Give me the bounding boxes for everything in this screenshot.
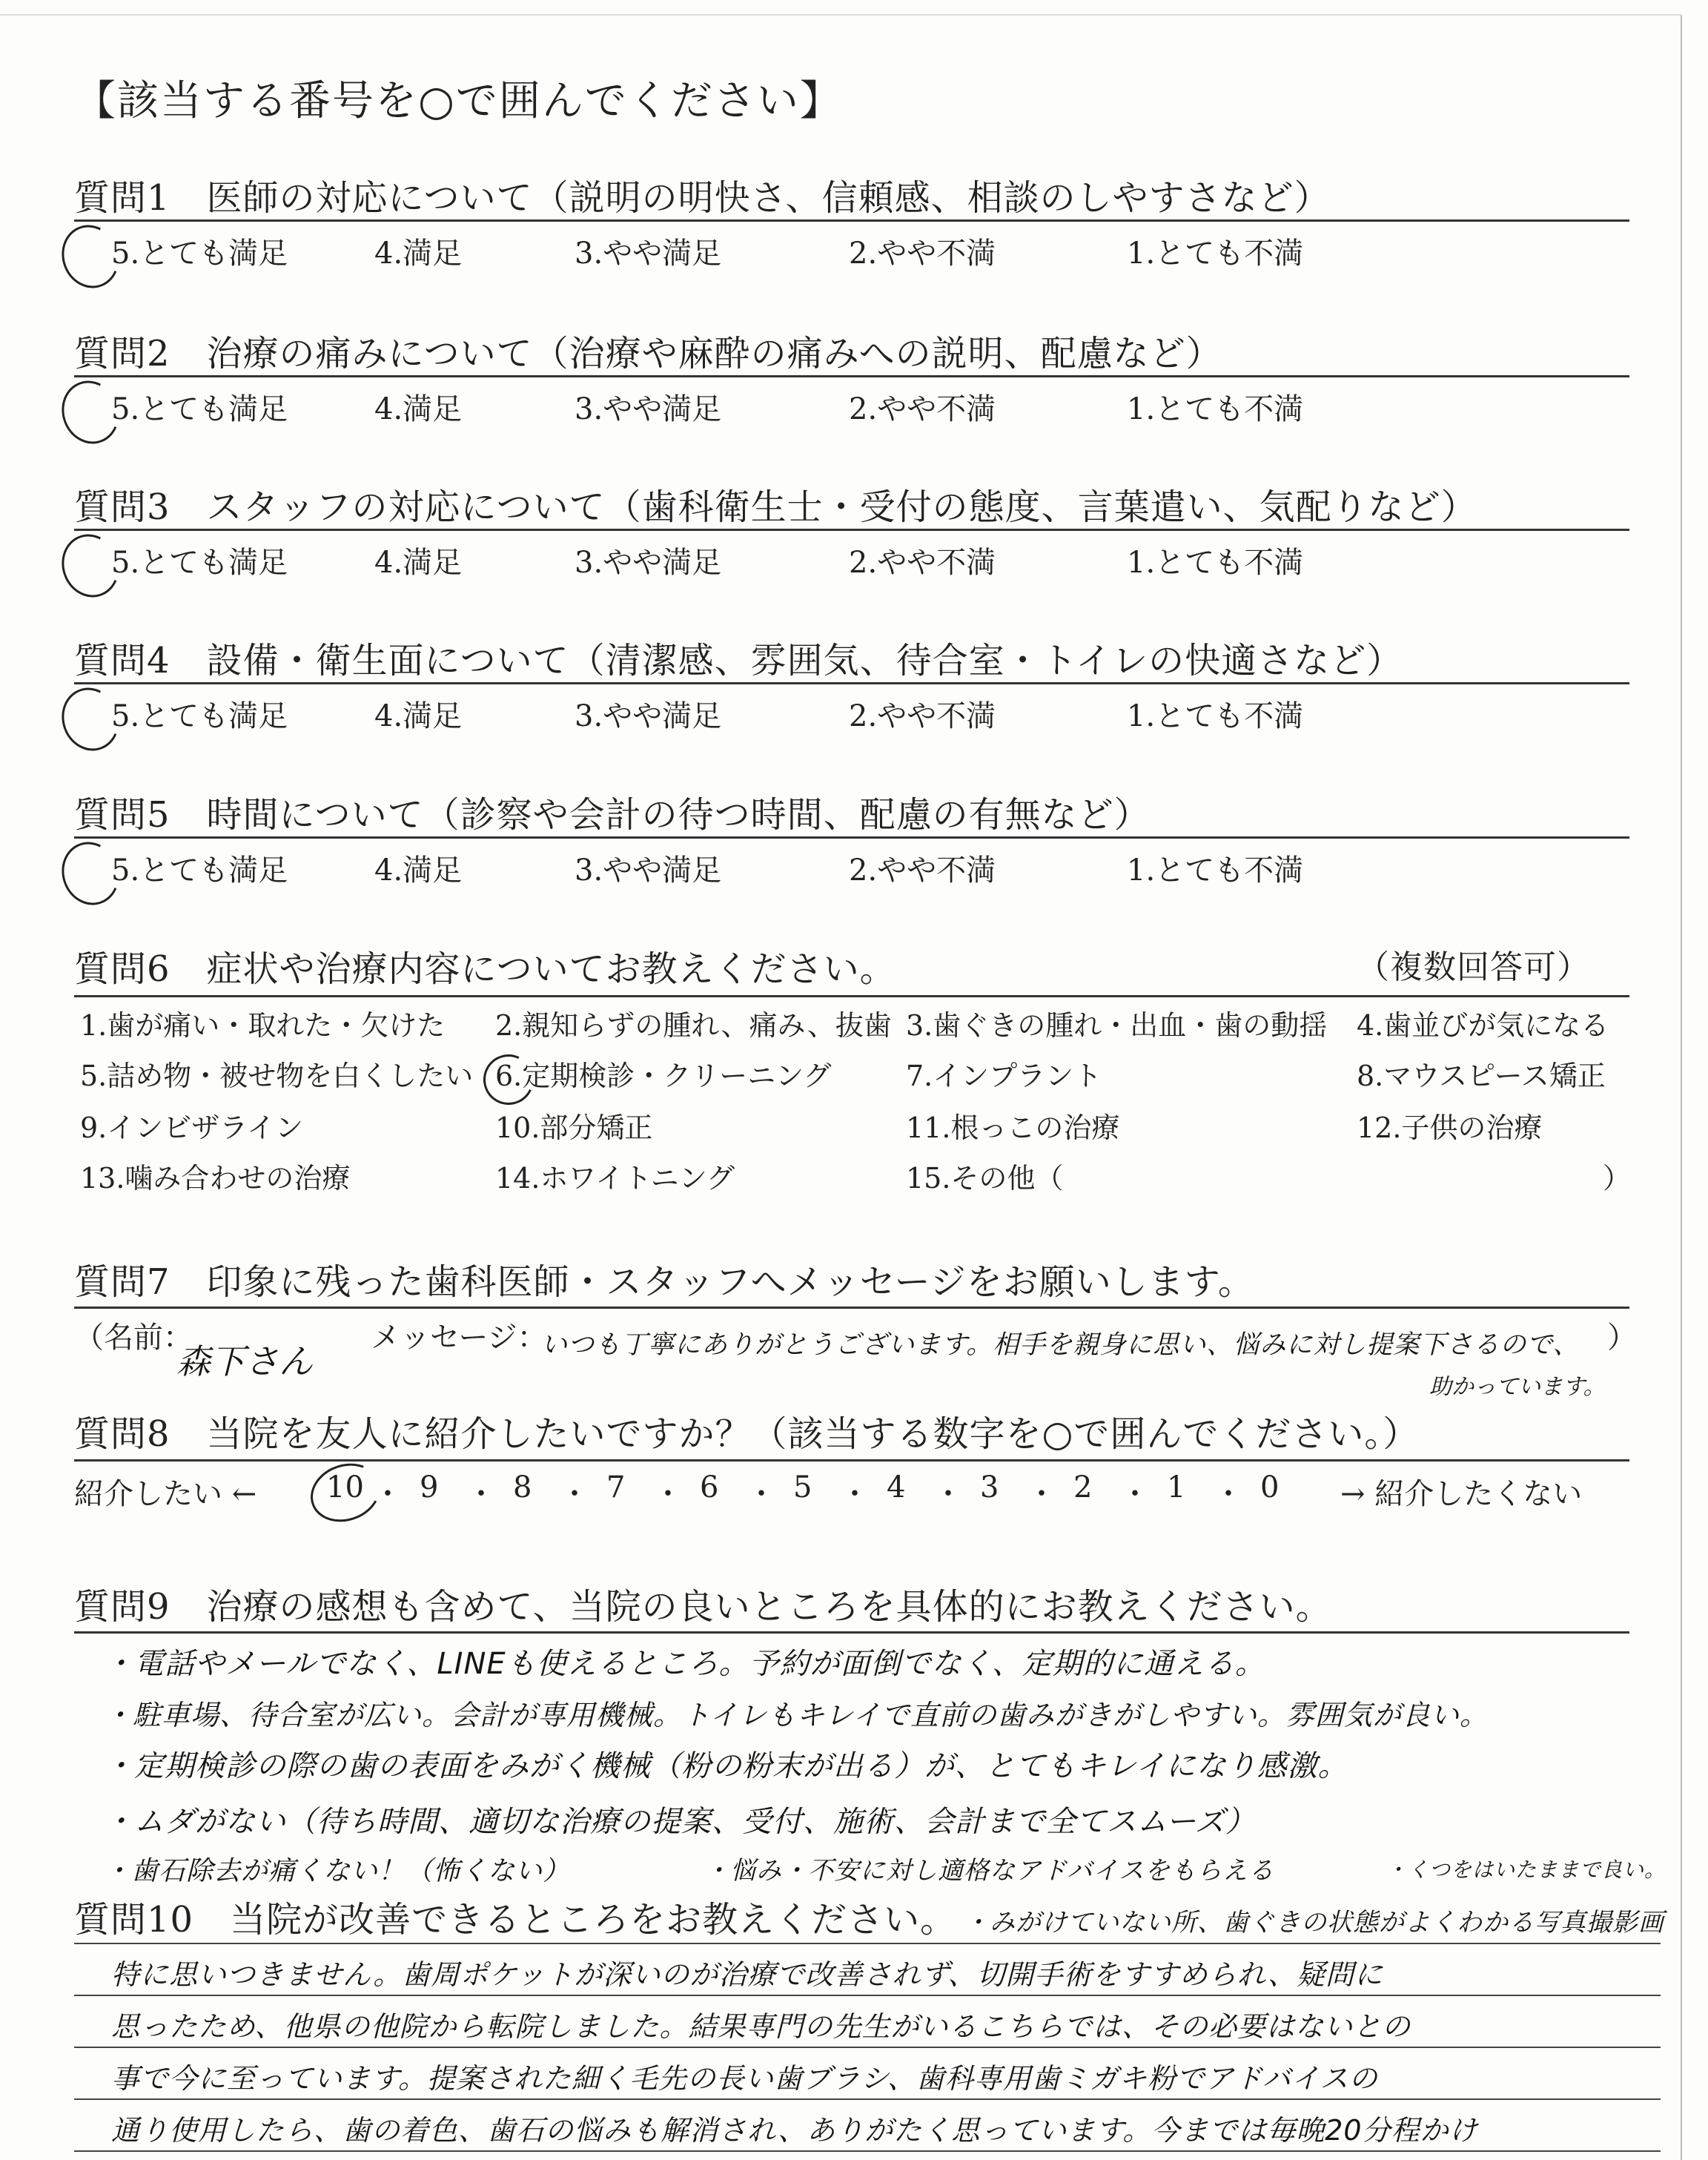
- q8-scale-8[interactable]: 8: [513, 1470, 532, 1505]
- q10-rule-2: [74, 1995, 1661, 1996]
- q7-message-text-2[interactable]: 助かっています。: [1429, 1374, 1606, 1400]
- q6-note: （複数回答可）: [1357, 948, 1590, 986]
- q3-option-3[interactable]: 3.やや満足: [575, 546, 722, 580]
- q9-rule: [74, 1631, 1629, 1634]
- q2-option-2[interactable]: 2.やや不満: [849, 392, 996, 426]
- q8-scale-separator: ・: [1214, 1477, 1243, 1511]
- q7-message-label: メッセージ：: [371, 1321, 547, 1355]
- q10-rule-5: [74, 2150, 1661, 2152]
- q4-option-5[interactable]: 5.とても満足: [111, 699, 288, 733]
- q8-scale-3[interactable]: 3: [980, 1470, 999, 1505]
- q8-heading: 質問8 当院を友人に紹介したいですか？（該当する数字を○で囲んでください。）: [74, 1413, 1420, 1455]
- q8-scale-2[interactable]: 2: [1073, 1470, 1093, 1505]
- q6-item-5[interactable]: 5.詰め物・被せ物を白くしたい: [80, 1060, 474, 1092]
- q2-option-1[interactable]: 1.とても不満: [1127, 392, 1304, 426]
- q6-item-7[interactable]: 7.インプラント: [906, 1060, 1102, 1092]
- q6-rule: [74, 995, 1629, 997]
- q3-option-1[interactable]: 1.とても不満: [1127, 546, 1304, 580]
- q9-line-2[interactable]: ・駐車場、待合室が広い。会計が専用機械。トイレもキレイで直前の歯みがきがしやすい。雰囲気が良い。: [104, 1699, 1489, 1731]
- q4-option-1[interactable]: 1.とても不満: [1127, 699, 1304, 733]
- q2-heading: 質問2 治療の痛みについて（治療や麻酔の痛みへの説明、配慮など）: [74, 333, 1222, 374]
- q10-line-3[interactable]: 事で今に至っています。提案された細く毛先の長い歯ブラシ、歯科専用歯ミガキ粉でアドバイスの: [111, 2062, 1378, 2095]
- q8-scale-10[interactable]: 10: [326, 1470, 364, 1505]
- q4-option-3[interactable]: 3.やや満足: [575, 699, 722, 733]
- q9-line-1[interactable]: ・電話やメールでなく、LINEも使えるところ。予約が面倒でなく、定期的に通える。: [104, 1647, 1265, 1681]
- q3-heading: 質問3 スタッフの対応について（歯科衛生士・受付の態度、言葉遣い、気配りなど）: [74, 486, 1477, 528]
- q8-scale-separator: ・: [466, 1477, 496, 1511]
- q8-scale-7[interactable]: 7: [606, 1470, 626, 1505]
- q3-option-4[interactable]: 4.満足: [374, 546, 463, 580]
- q4-option-2[interactable]: 2.やや不満: [849, 699, 996, 733]
- q10-line-2[interactable]: 思ったため、他県の他院から転院しました。結果専門の先生がいるこちらでは、その必要はないとの: [111, 2010, 1411, 2043]
- q8-rule: [74, 1459, 1629, 1462]
- q6-item-3[interactable]: 3.歯ぐきの腫れ・出血・歯の動揺: [906, 1009, 1328, 1042]
- q5-option-3[interactable]: 3.やや満足: [575, 853, 722, 888]
- q10-rule-4: [74, 2098, 1661, 2100]
- q8-scale-4[interactable]: 4: [887, 1470, 906, 1505]
- q2-option-3[interactable]: 3.やや満足: [575, 392, 722, 426]
- q9-line-6[interactable]: ・悩み・不安に対し適格なアドバイスをもらえる: [704, 1856, 1274, 1886]
- q6-item-13[interactable]: 13.噛み合わせの治療: [80, 1162, 351, 1195]
- q6-item-10[interactable]: 10.部分矯正: [495, 1112, 653, 1144]
- q1-option-5[interactable]: 5.とても満足: [111, 237, 288, 271]
- q7-name-value[interactable]: 森下さん: [176, 1341, 313, 1381]
- q9-line-5[interactable]: ・歯石除去が痛くない！（怖くない）: [104, 1856, 571, 1886]
- q6-item-2[interactable]: 2.親知らずの腫れ、痛み、抜歯: [495, 1009, 892, 1042]
- q3-rule: [74, 529, 1629, 531]
- q6-item-14[interactable]: 14.ホワイトニング: [495, 1162, 735, 1195]
- q9-heading: 質問9 治療の感想も含めて、当院の良いところを具体的にお教えください。: [74, 1586, 1332, 1628]
- q6-item-9[interactable]: 9.インビザライン: [80, 1112, 304, 1144]
- q9-line-7[interactable]: ・くつをはいたままで良い。: [1386, 1857, 1666, 1882]
- q4-rule: [74, 682, 1629, 684]
- q10-line-4[interactable]: 通り使用したら、歯の着色、歯石の悩みも解消され、ありがたく思っています。今までは毎晩20分程かけ: [111, 2114, 1478, 2147]
- q8-scale-1[interactable]: 1: [1167, 1470, 1186, 1505]
- q1-option-1[interactable]: 1.とても不満: [1127, 237, 1304, 271]
- q2-option-5[interactable]: 5.とても満足: [111, 392, 288, 426]
- q10-rule-1: [74, 1943, 1661, 1944]
- q6-item-close-paren: ）: [1603, 1162, 1632, 1195]
- q7-name-label: （名前：: [74, 1321, 193, 1355]
- q7-rule: [74, 1307, 1629, 1309]
- q8-scale-0[interactable]: 0: [1260, 1470, 1280, 1505]
- q6-item-12[interactable]: 12.子供の治療: [1357, 1112, 1543, 1144]
- q3-option-2[interactable]: 2.やや不満: [849, 546, 996, 580]
- q8-scale-9[interactable]: 9: [420, 1470, 439, 1505]
- q7-close-paren: ）: [1607, 1321, 1637, 1355]
- q2-rule: [74, 375, 1629, 377]
- q8-scale-separator: ・: [1120, 1477, 1150, 1511]
- q8-scale-6[interactable]: 6: [700, 1470, 719, 1505]
- q8-scale-separator: ・: [560, 1477, 589, 1511]
- q5-rule: [74, 836, 1629, 839]
- q7-heading: 質問7 印象に残った歯科医師・スタッフへメッセージをお願いします。: [74, 1261, 1254, 1303]
- q7-message-text[interactable]: いつも丁寧にありがとうございます。相手を親身に思い、悩みに対し提案下さるので、: [541, 1330, 1580, 1360]
- q6-heading: 質問6 症状や治療内容についてお教えください。: [74, 948, 896, 990]
- q9-line-3[interactable]: ・定期検診の際の歯の表面をみがく機械（粉の粉末が出る）が、とてもキレイになり感激。: [104, 1749, 1348, 1783]
- q8-scale-separator: ・: [840, 1477, 870, 1511]
- q6-item-8[interactable]: 8.マウスピース矯正: [1357, 1060, 1606, 1092]
- q4-option-4[interactable]: 4.満足: [374, 699, 463, 733]
- q10-heading: 質問10 当院が改善できるところをお教えください。: [74, 1899, 957, 1941]
- q1-option-3[interactable]: 3.やや満足: [575, 237, 722, 271]
- q8-scale-separator: ・: [653, 1477, 683, 1511]
- q5-heading: 質問5 時間について（診察や会計の待つ時間、配慮の有無など）: [74, 794, 1151, 836]
- q2-option-4[interactable]: 4.満足: [374, 392, 463, 426]
- q9-line-4[interactable]: ・ムダがない（待ち時間、適切な治療の提案、受付、施術、会計まで全てスムーズ）: [104, 1805, 1256, 1839]
- q6-item-15[interactable]: 15.その他（: [906, 1162, 1064, 1195]
- q1-rule: [74, 219, 1629, 222]
- q5-option-2[interactable]: 2.やや不満: [849, 853, 996, 888]
- form-title: 【該当する番号を○で囲んでください】: [74, 77, 843, 125]
- q6-item-6[interactable]: 6.定期検診・クリーニング: [495, 1060, 832, 1092]
- q5-option-4[interactable]: 4.満足: [374, 853, 463, 888]
- q8-left-label: 紹介したい ←: [74, 1477, 257, 1511]
- q5-option-1[interactable]: 1.とても不満: [1127, 853, 1304, 888]
- q10-line-1[interactable]: 特に思いつきません。歯周ポケットが深いのが治療で改善されず、切開手術をすすめられ、疑問に: [111, 1958, 1384, 1991]
- q8-right-label: → 紹介したくない: [1340, 1477, 1583, 1511]
- q6-item-4[interactable]: 4.歯並びが気になる: [1357, 1009, 1609, 1042]
- q6-item-11[interactable]: 11.根っこの治療: [906, 1112, 1120, 1144]
- q8-scale-separator: ・: [1027, 1477, 1056, 1511]
- q4-heading: 質問4 設備・衛生面について（清潔感、雰囲気、待合室・トイレの快適さなど）: [74, 640, 1403, 681]
- q1-heading: 質問1 医師の対応について（説明の明快さ、信頼感、相談のしやすさなど）: [74, 177, 1331, 219]
- q9-line-8[interactable]: ・みがけていない所、歯ぐきの状態がよくわかる写真撮影画: [964, 1908, 1664, 1938]
- q6-item-1[interactable]: 1.歯が痛い・取れた・欠けた: [80, 1009, 446, 1042]
- q3-option-5[interactable]: 5.とても満足: [111, 546, 288, 580]
- q5-option-5[interactable]: 5.とても満足: [111, 853, 288, 888]
- q10-rule-3: [74, 2047, 1661, 2048]
- q1-option-2[interactable]: 2.やや不満: [849, 237, 996, 271]
- q8-scale-separator: ・: [373, 1477, 403, 1511]
- q8-scale-separator: ・: [747, 1477, 776, 1511]
- q8-scale-separator: ・: [933, 1477, 963, 1511]
- q1-option-4[interactable]: 4.満足: [374, 237, 463, 271]
- q8-scale-5[interactable]: 5: [793, 1470, 812, 1505]
